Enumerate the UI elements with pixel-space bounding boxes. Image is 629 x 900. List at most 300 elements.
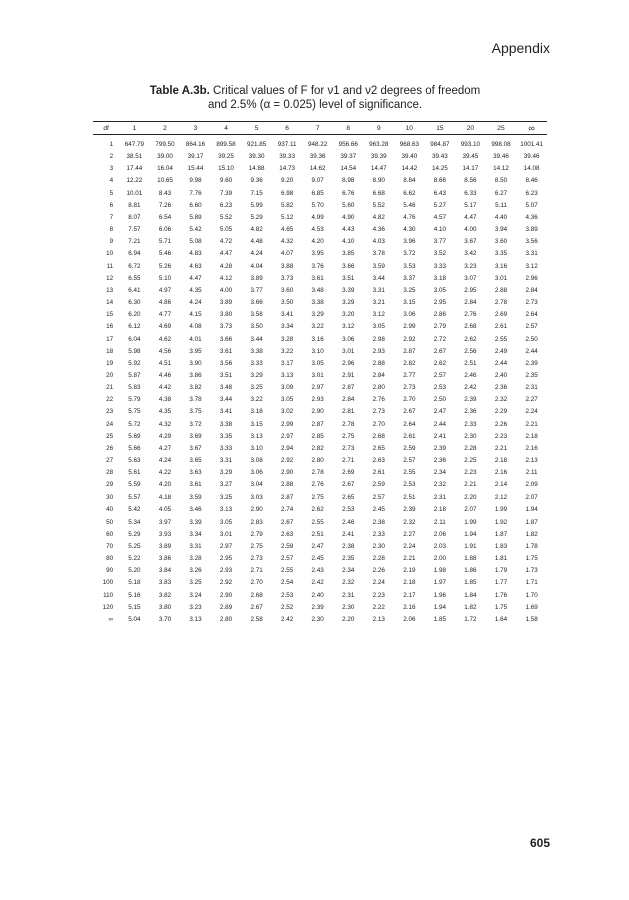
value-cell: 1.72 [464,615,477,623]
value-cell: 2.62 [464,335,477,343]
value-cell: 937.11 [277,141,297,148]
value-cell: 1.79 [494,567,508,575]
value-cell: 2.50 [525,335,538,343]
value-cell: 2.28 [464,444,477,452]
value-cell: 2.57 [372,493,385,501]
value-cell: 3.51 [219,371,233,379]
value-cell: 8.90 [372,177,385,185]
value-cell: 2.36 [433,457,446,465]
value-cell: 963.28 [369,141,389,148]
value-cell: 5.63 [128,457,141,465]
value-cell: 2.77 [403,371,416,379]
column-header: 1 [119,122,150,135]
value-cell: 2.87 [342,384,355,392]
value-cell: 2.32 [494,396,508,404]
value-cell: 14.25 [431,165,448,173]
value-cell: 3.20 [342,311,355,319]
value-cell: 15.44 [187,165,204,173]
value-cell: 2.33 [372,530,385,538]
value-cell: 39.40 [401,153,418,161]
value-cell: 2.40 [494,371,508,379]
value-cell: 2.06 [403,615,416,623]
value-cell: 2.11 [525,469,538,477]
value-cell: 3.94 [494,226,508,234]
value-cell: 3.05 [219,518,233,526]
value-cell: 1.96 [433,591,446,599]
value-cell: 3.01 [311,371,324,379]
value-cell: 2.24 [525,408,538,416]
value-cell: 2.44 [494,359,508,367]
value-cell: 5.18 [128,579,141,587]
value-cell: 2.27 [525,396,538,404]
value-cell: 4.62 [158,335,172,343]
value-cell: 2.65 [342,493,355,501]
value-cell: 2.67 [250,603,263,611]
table-caption [80,84,550,112]
value-cell: 2.00 [433,555,446,563]
column-header: df [93,122,119,135]
value-cell: 2.14 [494,481,508,489]
value-cell: 5.99 [250,201,263,209]
value-cell: 2.67 [403,408,416,416]
value-cell: 4.99 [311,213,324,221]
value-cell: 4.47 [219,250,233,258]
value-cell: 3.06 [250,469,263,477]
value-cell: 3.67 [189,444,202,452]
value-cell: 1.94 [433,603,446,611]
value-cell: 2.46 [464,371,477,379]
value-cell: 7.26 [158,201,172,209]
value-cell: 2.63 [281,530,294,538]
value-cell: 2.96 [342,359,355,367]
df-cell: 12 [106,274,114,282]
value-cell: 9.98 [189,177,202,185]
value-cell: 2.82 [403,359,416,367]
value-cell: 5.69 [128,432,141,440]
value-cell: 7.21 [128,238,141,246]
value-cell: 8.98 [342,177,355,185]
df-cell: 90 [106,567,114,575]
value-cell: 3.50 [281,299,294,307]
value-cell: 2.42 [464,384,477,392]
table-row [93,517,547,529]
value-cell: 3.03 [250,493,263,501]
value-cell: 3.21 [372,299,385,307]
value-cell: 3.72 [189,420,202,428]
value-cell: 899.58 [216,141,236,148]
value-cell: 2.75 [342,432,355,440]
value-cell: 2.55 [403,469,416,477]
value-cell: 3.22 [250,396,263,404]
value-cell: 2.70 [372,420,385,428]
value-cell: 3.89 [525,226,538,234]
value-cell: 2.83 [250,518,263,526]
value-cell: 3.02 [281,408,294,416]
value-cell: 3.58 [250,311,263,319]
value-cell: 2.93 [372,347,385,355]
value-cell: 948.22 [308,141,328,148]
df-cell: ∞ [108,615,114,623]
value-cell: 2.57 [525,323,538,331]
value-cell: 5.60 [342,201,355,209]
value-cell: 2.90 [250,506,263,514]
value-cell: 3.80 [158,603,172,611]
value-cell: 2.13 [525,457,538,465]
value-cell: 3.70 [158,615,172,623]
value-cell: 3.25 [250,384,263,392]
value-cell: 3.53 [403,262,416,270]
df-cell: 70 [106,543,114,550]
column-header: 5 [241,122,272,135]
df-cell: 24 [106,420,114,428]
value-cell: 4.08 [189,323,202,331]
value-cell: 3.33 [219,444,233,452]
value-cell: 2.32 [342,579,355,587]
value-cell: 1.94 [525,506,538,514]
value-cell: 3.44 [219,396,233,404]
value-cell: 5.98 [128,347,141,355]
value-cell: 2.23 [464,469,477,477]
value-cell: 39.46 [523,153,540,161]
column-header: 4 [211,122,242,135]
df-cell: 17 [106,335,114,343]
value-cell: 6.27 [494,189,508,197]
value-cell: 2.39 [433,444,446,452]
value-cell: 2.25 [464,457,477,465]
value-cell: 1.97 [433,579,446,587]
value-cell: 4.10 [433,226,446,234]
value-cell: 9.36 [250,177,263,185]
value-cell: 2.65 [372,444,385,452]
value-cell: 5.61 [128,469,141,477]
value-cell: 3.35 [219,432,233,440]
value-cell: 3.77 [433,238,446,246]
value-cell: 5.89 [189,213,202,221]
value-cell: 14.73 [279,165,296,173]
value-cell: 2.31 [342,591,355,599]
value-cell: 2.50 [433,396,446,404]
value-cell: 2.51 [464,359,477,367]
value-cell: 2.75 [311,493,324,501]
value-cell: 1.86 [464,567,477,575]
value-cell: 10.01 [126,189,143,197]
f-table [93,121,547,626]
table-row [93,212,547,224]
value-cell: 6.85 [311,189,324,197]
value-cell: 2.36 [464,408,477,416]
value-cell: 3.66 [342,262,355,270]
value-cell: 2.69 [342,469,355,477]
value-cell: 1.99 [494,506,508,514]
value-cell: 3.51 [342,274,355,282]
value-cell: 3.52 [433,250,446,258]
value-cell: 5.57 [128,493,141,501]
value-cell: 3.28 [189,555,202,563]
value-cell: 3.28 [281,335,294,343]
value-cell: 2.70 [403,396,416,404]
value-cell: 3.66 [250,299,263,307]
df-cell: 19 [106,359,114,367]
value-cell: 3.46 [189,506,202,514]
column-header: 9 [364,122,395,135]
table-row [93,590,547,602]
value-cell: 5.82 [281,201,294,209]
value-cell: 4.15 [189,311,202,319]
value-cell: 2.72 [433,335,446,343]
value-cell: 2.63 [372,457,385,465]
table-row [93,346,547,358]
value-cell: 4.90 [342,213,355,221]
value-cell: 3.12 [342,323,355,331]
value-cell: 2.86 [433,311,446,319]
table-row [93,479,547,491]
value-cell: 3.73 [219,323,233,331]
value-cell: 2.73 [342,444,355,452]
value-cell: 39.00 [157,153,173,161]
value-cell: 5.25 [128,543,141,550]
caption-line-2: and 2.5% (α = 0.025) level of significance. [207,99,423,111]
value-cell: 39.39 [370,153,387,161]
caption-label: Table A.3b. [149,85,210,97]
value-cell: 1.70 [525,591,538,599]
value-cell: 2.74 [281,506,294,514]
value-cell: 1.64 [494,615,508,623]
value-cell: 16.04 [157,165,173,173]
df-cell: 23 [106,408,114,416]
value-cell: 2.76 [372,396,385,404]
value-cell: 4.22 [158,469,172,477]
value-cell: 3.34 [189,530,202,538]
value-cell: 956.66 [338,141,358,148]
table-row [93,175,547,187]
value-cell: 2.93 [311,396,324,404]
value-cell: 6.98 [281,189,294,197]
value-cell: 2.39 [311,603,324,611]
value-cell: 3.95 [189,347,202,355]
value-cell: 2.32 [433,481,446,489]
value-cell: 2.40 [311,591,324,599]
value-cell: 4.53 [311,226,324,234]
value-cell: 2.36 [494,384,508,392]
value-cell: 1.88 [464,555,477,563]
value-cell: 3.41 [281,311,294,319]
value-cell: 3.82 [158,591,172,599]
value-cell: 4.04 [250,262,263,270]
value-cell: 6.68 [372,189,385,197]
value-cell: 3.26 [189,567,202,575]
value-cell: 2.45 [372,506,385,514]
value-cell: 2.20 [342,615,355,623]
value-cell: 3.78 [372,250,385,258]
value-cell: 2.51 [403,493,416,501]
value-cell: 3.33 [433,262,446,270]
table-row [93,236,547,248]
value-cell: 2.30 [311,615,324,623]
value-cell: 6.20 [128,311,141,319]
value-cell: 993.10 [460,141,481,148]
value-cell: 3.01 [342,347,355,355]
value-cell: 4.72 [219,238,233,246]
value-cell: 3.06 [342,335,355,343]
value-cell: 2.27 [403,530,416,538]
value-cell: 3.29 [342,299,355,307]
value-cell: 7.76 [189,189,202,197]
value-cell: 6.33 [464,189,477,197]
value-cell: 3.27 [219,481,233,489]
value-cell: 5.04 [128,615,141,623]
value-cell: 5.11 [495,201,507,209]
value-cell: 2.55 [494,335,508,343]
df-cell: 29 [106,481,114,489]
value-cell: 3.22 [311,323,324,331]
value-cell: 2.51 [311,530,324,538]
value-cell: 3.44 [250,335,263,343]
df-cell: 4 [109,177,114,185]
df-cell: 3 [109,165,114,173]
value-cell: 3.39 [342,286,355,294]
df-cell: 110 [103,591,114,599]
value-cell: 2.21 [403,555,416,563]
value-cell: 1.98 [433,567,446,575]
df-cell: 8 [109,226,114,234]
df-cell: 9 [109,238,114,246]
value-cell: 3.61 [189,481,202,489]
value-cell: 2.17 [403,591,416,599]
value-cell: 2.87 [311,420,324,428]
value-cell: 9.20 [281,177,294,185]
value-cell: 4.38 [158,396,172,404]
value-cell: 10.65 [157,177,173,185]
value-cell: 2.97 [311,384,324,392]
table-row [93,135,547,152]
value-cell: 2.35 [342,555,355,563]
value-cell: 5.83 [128,384,141,392]
value-cell: 5.16 [128,591,141,599]
value-cell: 3.39 [189,518,202,526]
df-cell: 27 [106,457,114,465]
value-cell: 6.06 [158,226,172,234]
page-number: 605 [529,836,550,850]
value-cell: 3.56 [219,359,233,367]
value-cell: 3.10 [250,444,263,452]
running-head: Appendix [491,40,550,56]
value-cell: 39.36 [309,153,326,161]
value-cell: 4.00 [464,226,477,234]
value-cell: 3.23 [464,262,477,270]
value-cell: 4.24 [250,250,263,258]
value-cell: 6.94 [128,250,141,258]
value-cell: 1.82 [464,603,477,611]
value-cell: 968.63 [399,141,419,148]
value-cell: 2.78 [311,469,324,477]
value-cell: 6.43 [433,189,446,197]
value-cell: 6.72 [128,262,141,270]
value-cell: 3.93 [158,530,172,538]
value-cell: 3.89 [158,543,172,550]
value-cell: 998.08 [491,141,511,148]
value-cell: 5.75 [128,408,141,416]
value-cell: 2.81 [342,408,355,416]
value-cell: 5.08 [189,238,202,246]
value-cell: 1.71 [525,579,538,587]
value-cell: 5.52 [372,201,385,209]
table-row [93,565,547,577]
value-cell: 3.96 [403,238,416,246]
value-cell: 2.44 [525,347,538,355]
value-cell: 2.23 [372,591,385,599]
table-row [93,200,547,212]
df-cell: 7 [109,213,114,221]
value-cell: 2.75 [250,543,263,550]
value-cell: 5.29 [250,213,263,221]
critical-values-table [93,121,547,626]
value-cell: 17.44 [126,165,143,173]
value-cell: 2.68 [464,323,477,331]
value-cell: 2.95 [464,286,477,294]
value-cell: 2.39 [525,359,538,367]
table-row [93,334,547,346]
value-cell: 2.68 [372,432,385,440]
value-cell: 2.96 [525,274,538,282]
value-cell: 3.33 [250,359,263,367]
value-cell: 2.09 [525,481,538,489]
value-cell: 647.79 [124,141,145,148]
value-cell: 2.26 [494,420,508,428]
value-cell: 2.88 [494,286,508,294]
value-cell: 14.54 [340,165,357,173]
caption-line-1 [80,84,550,98]
value-cell: 2.76 [311,481,324,489]
table-row [93,273,547,285]
column-header: 3 [180,122,211,135]
value-cell: 5.20 [128,567,141,575]
value-cell: 8.46 [525,177,538,185]
value-cell: 2.99 [281,420,294,428]
value-cell: 3.31 [189,543,202,550]
df-cell: 1 [109,141,114,148]
value-cell: 2.49 [494,347,508,355]
value-cell: 1.83 [494,543,508,550]
value-cell: 2.53 [342,506,355,514]
value-cell: 3.80 [219,311,233,319]
value-cell: 2.19 [403,567,416,575]
value-cell: 3.65 [189,457,202,465]
value-cell: 2.57 [281,555,294,563]
caption-text-1: Critical values of F for ν1 and ν2 degrees of freedom [213,85,481,97]
df-cell: 6 [109,201,114,209]
df-cell: 13 [106,286,114,294]
value-cell: 39.45 [462,153,479,161]
value-cell: 3.04 [250,481,263,489]
value-cell: 2.89 [219,603,233,611]
value-cell: 3.25 [189,579,202,587]
value-cell: 5.46 [403,201,416,209]
value-cell: 4.47 [189,274,202,282]
value-cell: 5.26 [158,262,172,270]
value-cell: 14.17 [462,165,479,173]
value-cell: 2.46 [342,518,355,526]
value-cell: 2.16 [525,444,538,452]
value-cell: 2.73 [525,299,538,307]
value-cell: 4.32 [158,420,172,428]
value-cell: 3.73 [281,274,294,282]
value-cell: 5.87 [128,371,141,379]
value-cell: 2.32 [403,518,416,526]
value-cell: 2.28 [372,555,385,563]
column-header: 25 [486,122,517,135]
value-cell: 12.22 [126,177,143,185]
value-cell: 5.22 [128,555,141,563]
